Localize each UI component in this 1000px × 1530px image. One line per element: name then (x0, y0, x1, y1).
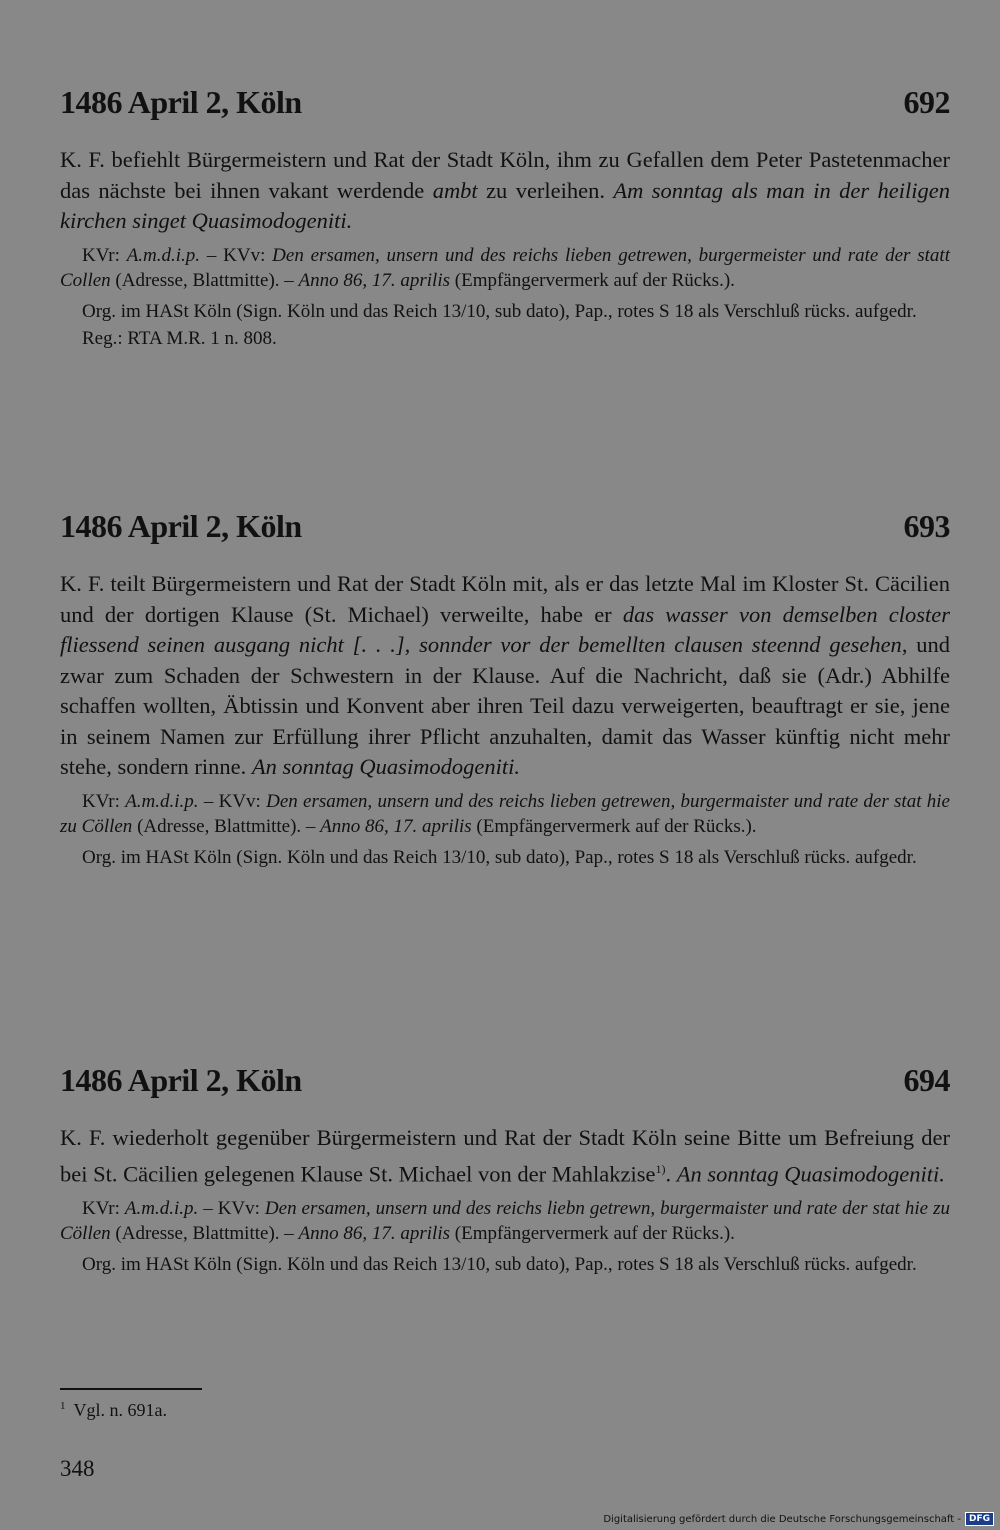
entry-endorsement: KVr: A.m.d.i.p. – KVv: Den ersamen, unsern und des reichs lieben getrewen, burgermaister und rate der stat hie zu Cöllen (Adresse, Blattmitte). – Anno 86, 17. aprilis (Empfängervermerk auf der Rücks.). (60, 790, 950, 837)
entry-regest-ref: Reg.: RTA M.R. 1 n. 808. (82, 327, 277, 349)
entry-heading (60, 84, 950, 121)
entry-heading (60, 1062, 950, 1099)
entry-694 (60, 1062, 950, 1283)
entry-original-note: Org. im HASt Köln (Sign. Köln und das Reich 13/10, sub dato), Pap., rotes S 18 als Verschluß rücks. aufgedr. (82, 846, 917, 868)
footnote-divider (60, 1388, 202, 1390)
entry-693 (60, 508, 950, 876)
entry-heading (60, 508, 950, 545)
entry-original-note: Org. im HASt Köln (Sign. Köln und das Reich 13/10, sub dato), Pap., rotes S 18 als Verschluß rücks. aufgedr. (82, 1253, 917, 1275)
entry-692 (60, 84, 950, 357)
footnote (60, 1400, 167, 1421)
page-number: 348 (60, 1456, 95, 1481)
entry-date-place: 1486 April 2, Köln (60, 508, 302, 544)
footnote-text: Vgl. n. 691a. (73, 1400, 167, 1420)
entry-number: 692 (903, 84, 950, 120)
entry-number: 694 (903, 1062, 950, 1098)
entry-date-place: 1486 April 2, Köln (60, 1062, 302, 1098)
funding-credit (603, 1512, 994, 1526)
entry-endorsement: KVr: A.m.d.i.p. – KVv: Den ersamen, unsern und des reichs liebn getrewn, burgermaister und rate der stat hie zu Cöllen (Adresse, Blattmitte). – Anno 86, 17. aprilis (Empfängervermerk auf der Rücks.). (60, 1197, 950, 1244)
entry-summary: K. F. wiederholt gegenüber Bürgermeistern und Rat der Stadt Köln seine Bitte um Befreiung der bei St. Cäcilien gelegenen Klause St. Michael von der Mahlakzise$^{1)}$. An sonntag Quasimodogeniti. (60, 1125, 950, 1186)
entry-number: 693 (903, 508, 950, 544)
dfg-logo: DFG (965, 1512, 994, 1526)
entry-summary: K. F. befiehlt Bürgermeistern und Rat der Stadt Köln, ihm zu Gefallen dem Peter Pastetenmacher das nächste bei ihnen vakant werdende ambt zu verleihen. Am sonntag als man in der heiligen kirchen singet Quasimodogeniti. (60, 147, 950, 233)
entry-summary: K. F. teilt Bürgermeistern und Rat der Stadt Köln mit, als er das letzte Mal im Kloster St. Cäcilien und der dortigen Klause (St. Michael) verweilte, habe er das wasser von demselben closter fliessend seinen ausgang nicht [. . .], sonnder vor der bemellten clausen steennd gesehen, und zwar zum Schaden der Schwestern in der Klause. Auf die Nachricht, daß sie (Adr.) Abhilfe schaffen wollten, Äbtissin und Konvent aber ihren Teil dazu verweigerten, beauftragt er sie, jene in seinem Namen zur Erfüllung ihrer Pflicht anzuhalten, damit das Wasser künftig nicht mehr stehe, sondern rinne. An sonntag Quasimodogeniti. (60, 571, 950, 779)
entry-date-place: 1486 April 2, Köln (60, 84, 302, 120)
entry-endorsement: KVr: A.m.d.i.p. – KVv: Den ersamen, unsern und des reichs lieben getrewen, burgermeister und rate der statt Collen (Adresse, Blattmitte). – Anno 86, 17. aprilis (Empfängervermerk auf der Rücks.). (60, 244, 950, 291)
entry-original-note: Org. im HASt Köln (Sign. Köln und das Reich 13/10, sub dato), Pap., rotes S 18 als Verschluß rücks. aufgedr. (82, 300, 917, 322)
footnote-mark: 1 (60, 1400, 66, 1412)
credit-text: Digitalisierung gefördert durch die Deutsche Forschungsgemeinschaft - (603, 1513, 961, 1525)
footnote-reference[interactable]: 1) (655, 1161, 666, 1176)
